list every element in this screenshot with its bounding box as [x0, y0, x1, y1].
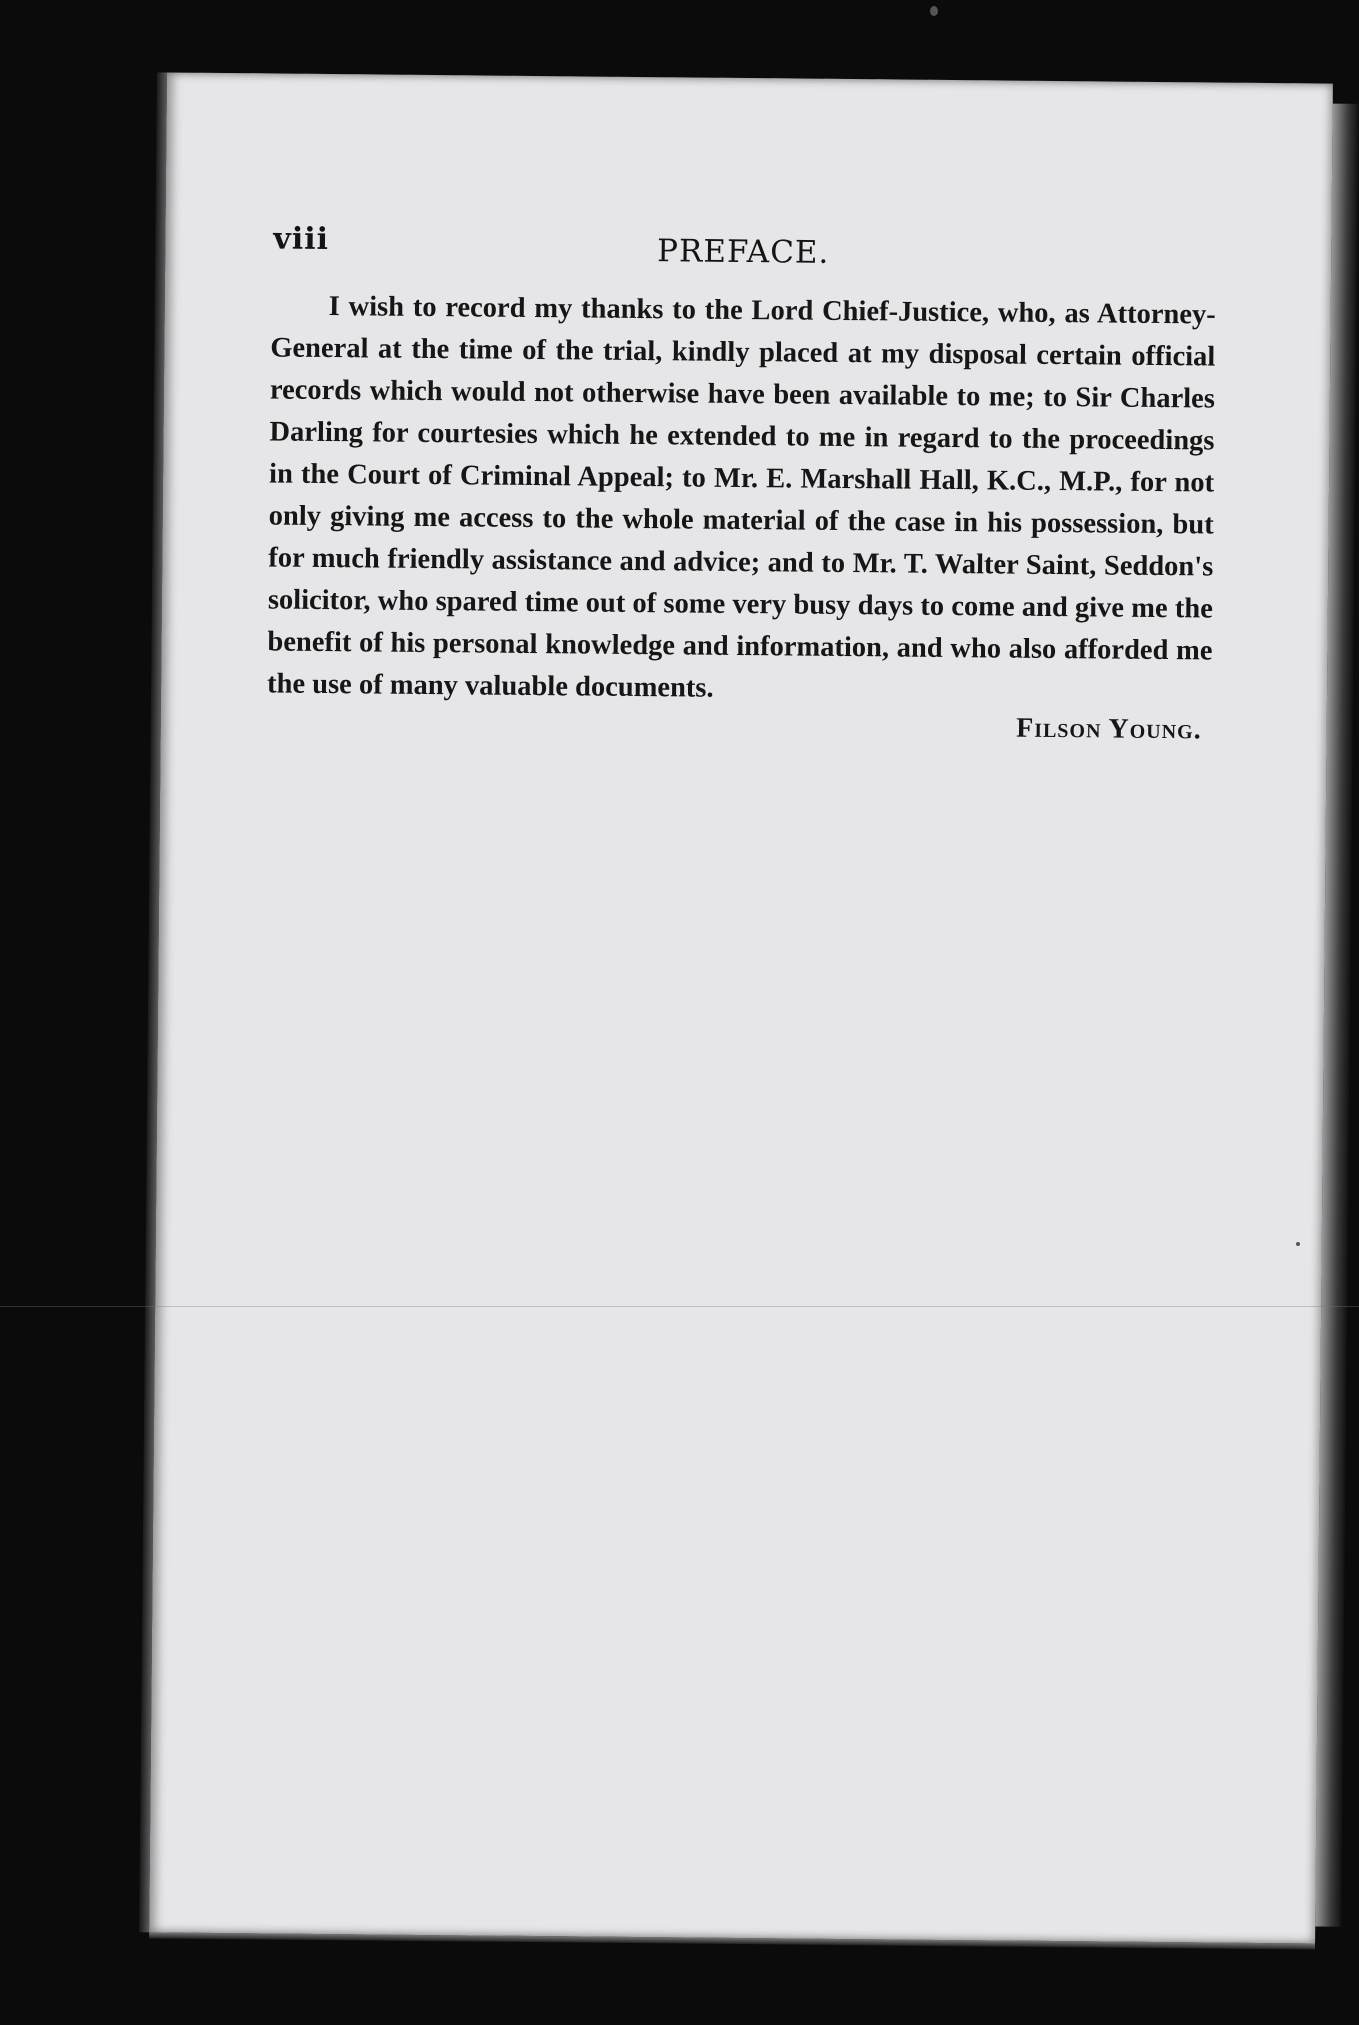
- scan-artifact-line: [0, 1306, 1359, 1307]
- page-number: viii: [273, 221, 330, 258]
- running-head: PREFACE.: [656, 233, 830, 271]
- author-signature: Filson Young.: [1016, 712, 1202, 746]
- scan-speck: [1296, 1242, 1300, 1246]
- book-page: [149, 72, 1333, 1943]
- scan-speck: [930, 6, 938, 16]
- preface-paragraph: I wish to record my thanks to the Lord Chief-Justice, who, as Attorney-General at the time of the trial, kindly placed at my disposal certain official records which would not otherwise have been available to me; to Sir Charles Darling for courtesies which he extended to me in regard to the proceedings in the Court of Criminal Appeal; to Mr. E. Marshall Hall, K.C., M.P., for not only giving me access to the whole material of the case in his possession, but for much friendly assistance and advice; and to Mr. T. Walter Saint, Seddon's solicitor, who spared time out of some very busy days to come and give me the benefit of his personal knowledge and information, and who also afforded me the use of many valuable documents.: [266, 291, 1216, 704]
- page-header: [273, 221, 1213, 280]
